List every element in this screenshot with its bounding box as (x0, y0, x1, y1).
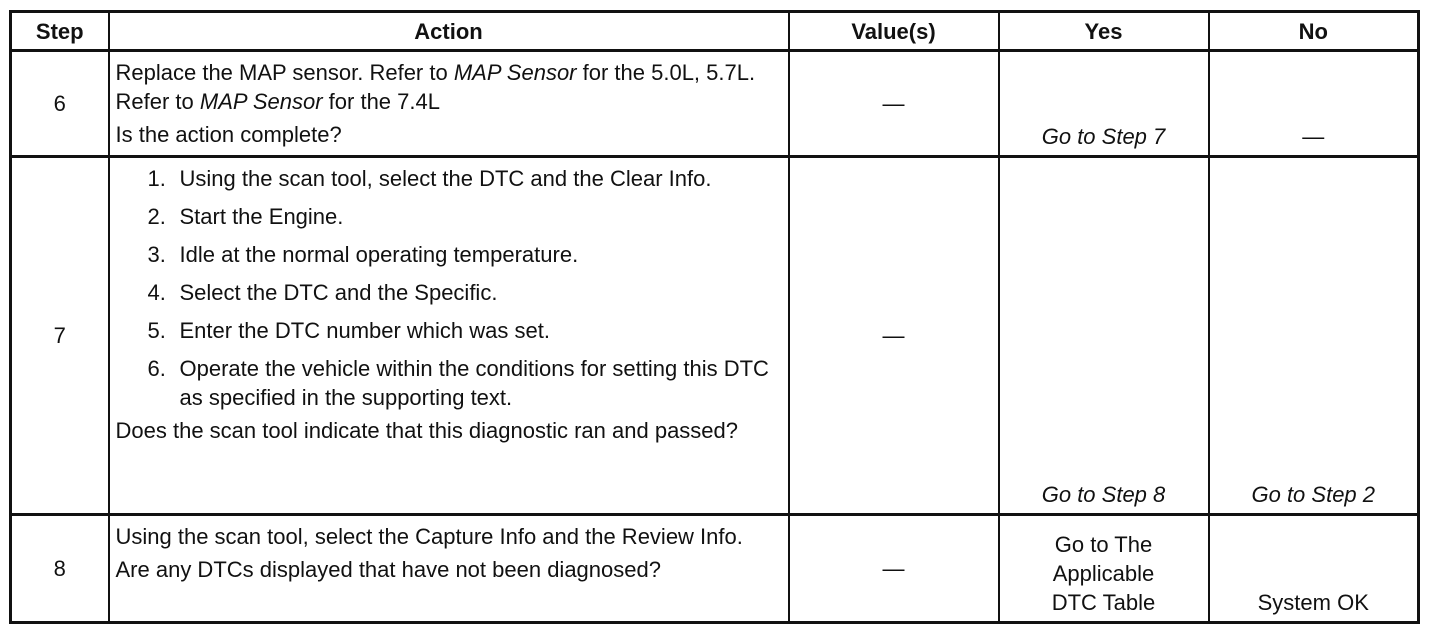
table-row-step-8 (11, 515, 1419, 623)
list-item: 2. Start the Engine. (147, 204, 344, 229)
action-cell (109, 515, 789, 623)
diagnostic-table (9, 10, 1420, 624)
list-item: 4. Select the DTC and the Specific. (147, 280, 498, 305)
header-yes: Yes (999, 12, 1209, 51)
list-item: 1. Using the scan tool, select the DTC and the Clear Info. (147, 166, 712, 191)
yes-result: Go to Step 7 (1041, 124, 1166, 149)
list-item: 6. Operate the vehicle within the conditions for setting this DTC as specified in the supporting text. (147, 356, 769, 410)
no-cell (1209, 515, 1419, 623)
header-row (11, 12, 1419, 51)
map-sensor-ref-1: MAP Sensor (453, 60, 577, 85)
header-step: Step (11, 12, 109, 51)
value-cell: — (789, 51, 999, 157)
value-cell: — (789, 157, 999, 515)
action-cell (109, 157, 789, 515)
step-number: 8 (11, 515, 109, 623)
yes-cell (999, 515, 1209, 623)
header-action: Action (109, 12, 789, 51)
action-instruction: Replace the MAP sensor. Refer to MAP Sensor for the 5.0L, 5.7L. Refer to MAP Sensor for the 7.4L (115, 60, 756, 114)
list-item: 3. Idle at the normal operating temperature. (147, 242, 579, 267)
substep-list (116, 164, 784, 412)
yes-result: Go to The Applicable DTC Table (1051, 532, 1156, 615)
yes-cell (999, 157, 1209, 515)
no-cell (1209, 51, 1419, 157)
no-result: System OK (1257, 590, 1369, 615)
no-result: — (1302, 124, 1325, 149)
table-row-step-6 (11, 51, 1419, 157)
action-question: Is the action complete? (115, 122, 342, 147)
value-cell: — (789, 515, 999, 623)
action-instruction: Using the scan tool, select the Capture Info and the Review Info. (115, 524, 743, 549)
no-cell (1209, 157, 1419, 515)
action-question: Does the scan tool indicate that this diagnostic ran and passed? (115, 418, 739, 443)
table-row-step-7 (11, 157, 1419, 515)
yes-cell (999, 51, 1209, 157)
list-item: 5. Enter the DTC number which was set. (147, 318, 550, 343)
action-question: Are any DTCs displayed that have not been diagnosed? (115, 557, 661, 582)
action-cell (109, 51, 789, 157)
step-number: 6 (11, 51, 109, 157)
map-sensor-ref-2: MAP Sensor (199, 89, 323, 114)
yes-result: Go to Step 8 (1041, 482, 1166, 507)
header-no: No (1209, 12, 1419, 51)
step-number: 7 (11, 157, 109, 515)
no-result: Go to Step 2 (1251, 482, 1376, 507)
header-values: Value(s) (789, 12, 999, 51)
